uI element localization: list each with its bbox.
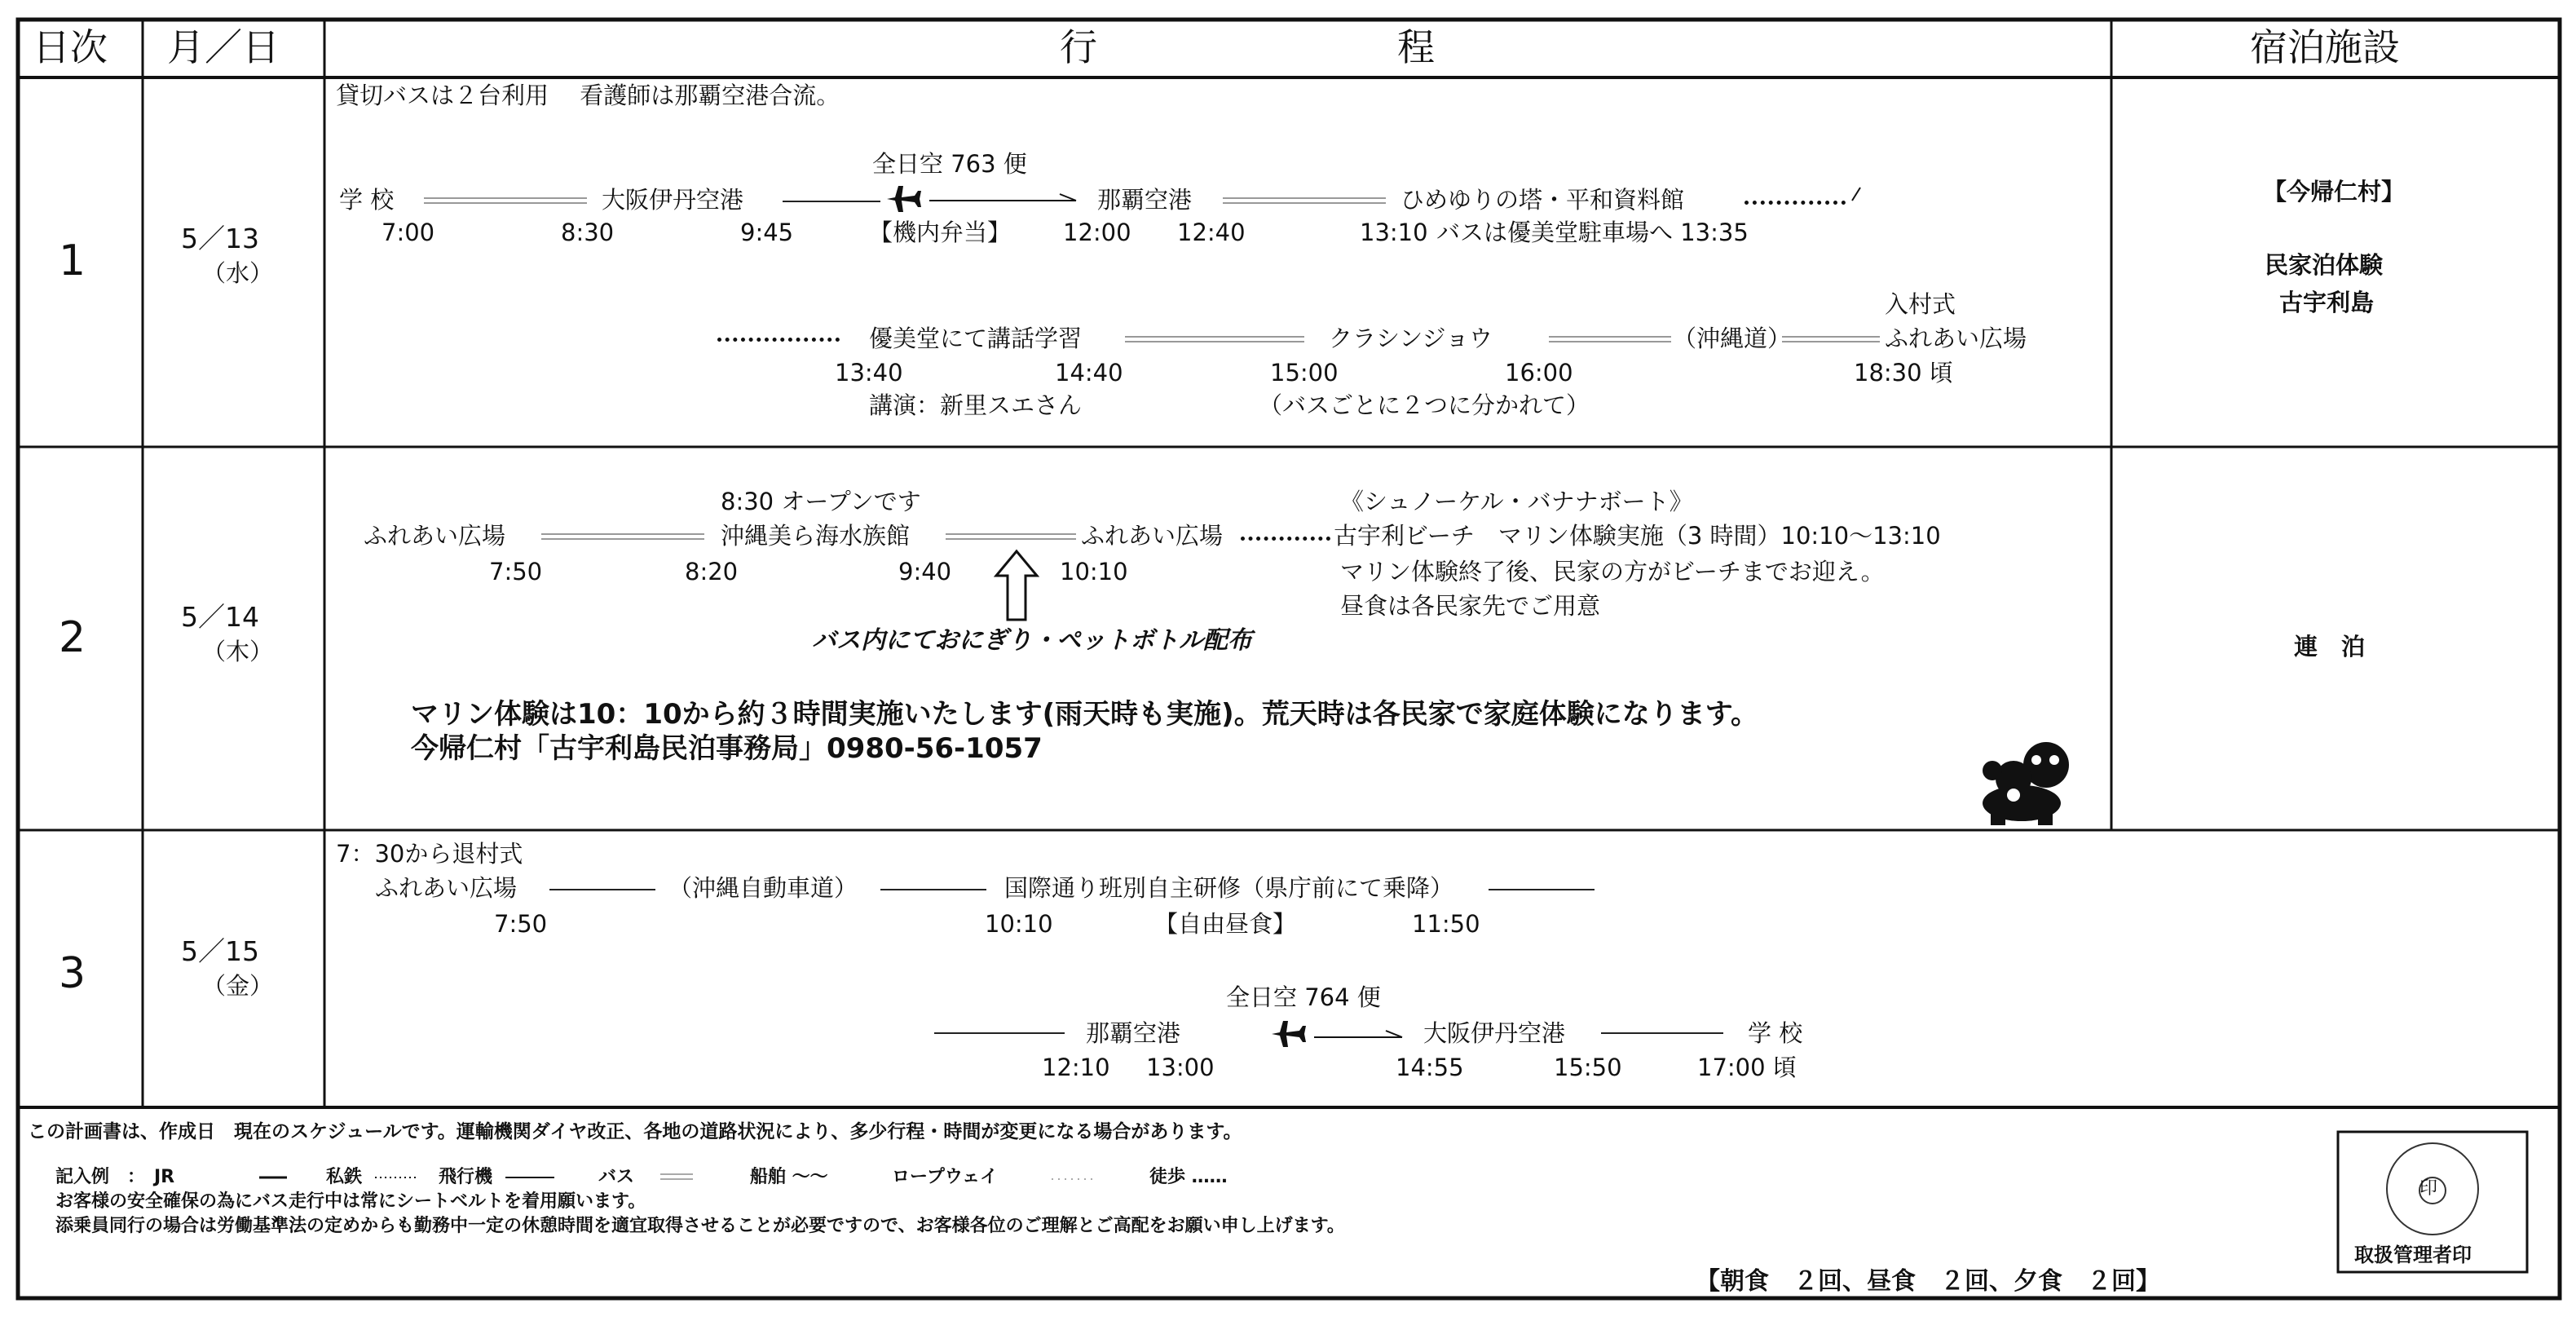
place-itami: 大阪伊丹空港 (602, 186, 744, 214)
place-himeyuri: ひめゆりの塔・平和資料館 (1400, 186, 1685, 214)
open-note: 8:30 オープンです (721, 488, 921, 515)
rice-ball-note: バス内にておにぎり・ペットボトル配布 (812, 626, 1252, 655)
stamp-char: 印 (2419, 1178, 2438, 1199)
lodging-village: 【今帰仁村】 (2263, 178, 2406, 205)
day-number: 2 (59, 613, 86, 662)
snorkel-note: 《シュノーケル・バナナボート》 (1340, 488, 1693, 515)
day-number: 1 (59, 236, 86, 285)
place-yubido: 優美堂にて講話学習 (869, 325, 1083, 352)
entry-ceremony: 入村式 (1885, 290, 1956, 318)
lodging-stay: 連 泊 (2294, 633, 2366, 660)
place-fureai: ふれあい広場 (375, 874, 518, 902)
header-date: 月／日 (167, 25, 280, 69)
disclaimer: この計画書は、作成日 現在のスケジュールです。運輸機関ダイヤ改正、各地の道路状況により、多少行程・時間が変更になる場合があります。 (28, 1121, 1242, 1142)
bus-parking-note: バスは優美堂駐車場へ 13:35 (1436, 219, 1749, 246)
header-day: 日次 (33, 25, 108, 69)
header-lodging: 宿泊施設 (2250, 25, 2400, 69)
guide-rest-note: 添乗員同行の場合は労働基準法の定めからも勤務中一定の休憩時間を適宜取得させることが必要ですので、お客様各位のご理解とご高配をお願い申し上げます。 (55, 1216, 1345, 1236)
lodging-stay: 民家泊体験 (2265, 251, 2384, 279)
place-kurashin: クラシンジョウ (1329, 325, 1493, 352)
seatbelt-note: お客様の安全確保の為にバス走行中は常にシートベルトを着用願います。 (55, 1191, 646, 1212)
meal-count: 【朝食 ２回、昼食 ２回、夕食 ２回】 (1696, 1267, 2160, 1296)
lunch-note: 昼食は各民家先でご用意 (1340, 592, 1601, 620)
place-naha: 那覇空港 (1097, 186, 1193, 214)
day-weekday: （水） (202, 259, 274, 287)
marine-notice: マリン体験は10：10から約３時間実施いたします(雨天時も実施)。荒天時は各民家で家庭体験になります。 (411, 698, 1758, 731)
lodging-place: 古宇利島 (2279, 289, 2375, 316)
place-fureai: ふれあい広場 (364, 522, 506, 550)
day-weekday: （金） (202, 972, 274, 1000)
pickup-note: マリン体験終了後、民家の方がビーチまでお迎え。 (1340, 558, 1885, 585)
shisa-mascot-icon (1983, 742, 2069, 825)
route-expressway: （沖縄自動車道） (668, 874, 858, 902)
day-date: 5／14 (181, 601, 259, 633)
place-school: 学 校 (1748, 1019, 1803, 1047)
lunch-note: 【機内弁当】 (869, 219, 1012, 246)
header-itinerary: 行 程 (1060, 25, 1435, 69)
day-number: 3 (59, 949, 86, 998)
place-itami: 大阪伊丹空港 (1423, 1019, 1566, 1047)
place-fureai: ふれあい広場 (1885, 325, 2027, 352)
day-date: 5／13 (181, 223, 259, 254)
place-naha: 那覇空港 (1086, 1019, 1181, 1047)
split-note: （バスごとに２つに分かれて） (1259, 391, 1590, 419)
place-school: 学 校 (339, 186, 395, 214)
day-note: 貸切バスは２台利用 看護師は那覇空港合流。 (336, 82, 840, 109)
day-date: 5／15 (181, 935, 259, 967)
speaker-note: 講演：新里スエさん (869, 391, 1083, 419)
office-phone: 今帰仁村「古宇利島民泊事務局」0980-56-1057 (411, 732, 1043, 765)
free-lunch: 【自由昼食】 (1154, 910, 1297, 938)
flight-number: 全日空 764 便 (1226, 983, 1381, 1011)
stamp-label: 取扱管理者印 (2354, 1244, 2472, 1266)
place-fureai-2: ふれあい広場 (1081, 522, 1224, 550)
flight-number: 全日空 763 便 (872, 150, 1027, 178)
day-weekday: （木） (202, 638, 274, 665)
leave-ceremony: 7：30から退村式 (336, 840, 523, 868)
up-arrow-icon (996, 551, 1037, 620)
place-aquarium: 沖縄美ら海水族館 (721, 522, 911, 550)
kokusai-free-study: 国際通り班別自主研修（県庁前にて乗降） (1004, 874, 1454, 902)
marine-activity: 古宇利ビーチ マリン体験実施（3 時間）10:10～13:10 (1334, 522, 1941, 550)
route-okinawa: （沖縄道） (1673, 325, 1792, 352)
